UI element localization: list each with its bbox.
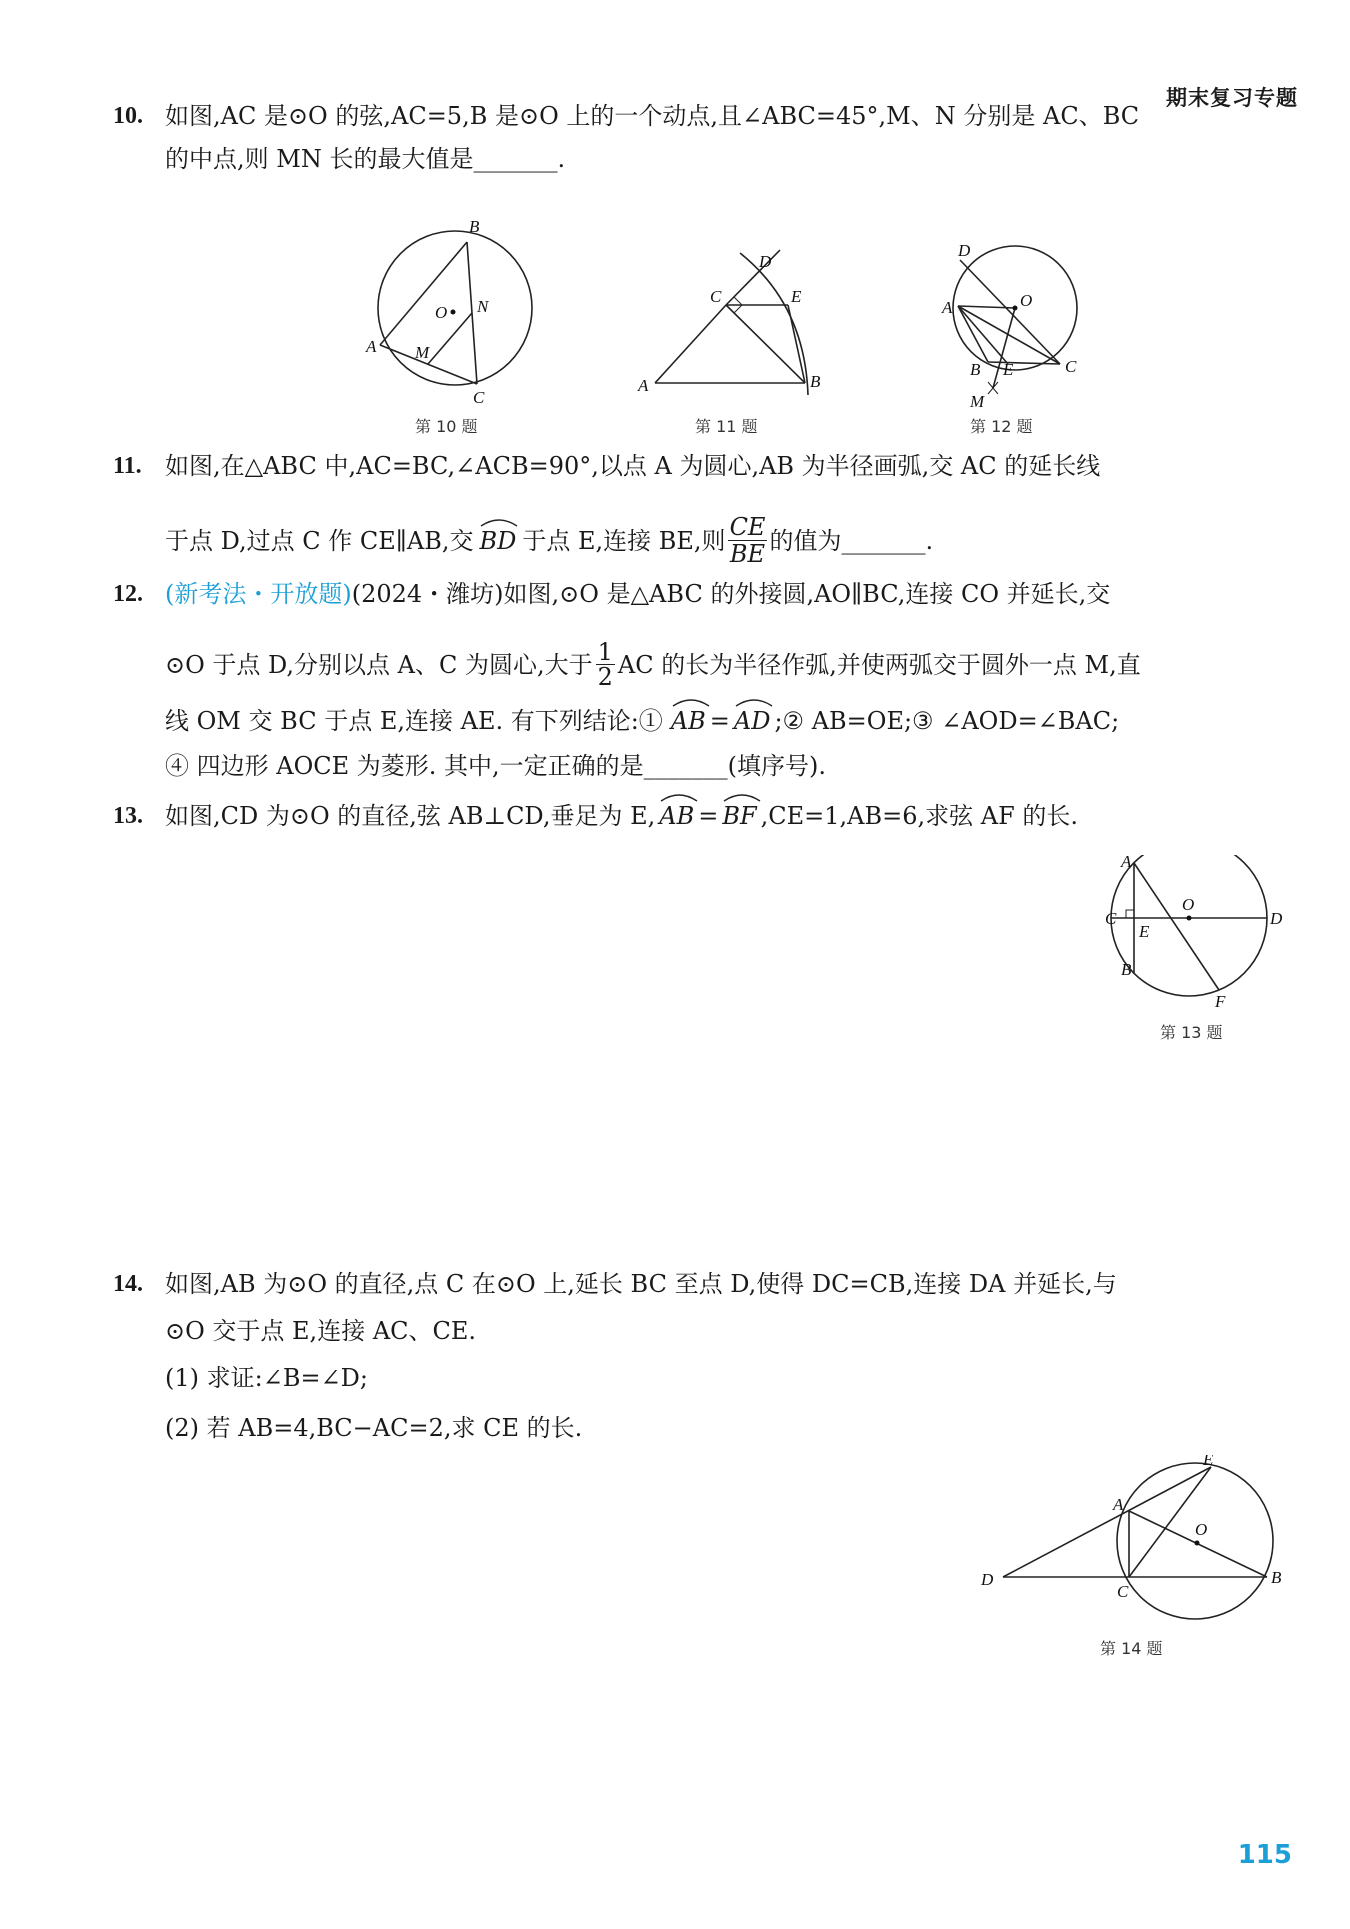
problem-14-part-1: (1) 求证:∠B=∠D;: [165, 1364, 369, 1392]
problem-12-number: 12.: [113, 581, 143, 607]
problem-13-line-1: 如图,CD 为⊙O 的直径,弦 AB⊥CD,垂足为 E, AB = BF ,CE=1,AB=6,求弦 AF 的长.: [165, 800, 1078, 832]
problem-14-part-2: (2) 若 AB=4,BC−AC=2,求 CE 的长.: [165, 1414, 583, 1442]
problem-10-line-1: 如图,AC 是⊙O 的弦,AC=5,B 是⊙O 上的一个动点,且∠ABC=45°,M、N 分别是 AC、BC: [165, 102, 1140, 130]
page-number: 115: [1237, 1840, 1292, 1870]
fig13-label-F: F: [1215, 992, 1226, 1011]
page-header-title: 期末复习专题: [1166, 86, 1298, 110]
problem-10-line-2: 的中点,则 MN 长的最大值是_______.: [165, 145, 566, 173]
problem-13-arc-AB: AB: [659, 800, 694, 832]
problem-11-text-a: 于点 D,过点 C 作 CE∥AB,交: [165, 526, 474, 555]
fig12-label-A: A: [942, 298, 953, 317]
fig14-label-E: E: [1203, 1455, 1214, 1469]
problem-12-line-2: ⊙O 于点 D,分别以点 A、C 为圆心,大于 1 2 AC 的长为半径作弧,并使两弧交于圆外一点 M,直: [165, 638, 1141, 691]
problem-14-number: 14.: [113, 1271, 143, 1297]
figure-14-caption: 第 14 题: [1100, 1639, 1163, 1658]
problem-11-line-2: [165, 514, 933, 567]
fig13-label-O: O: [1182, 895, 1195, 914]
fig10-label-A: A: [366, 337, 377, 356]
figure-11-caption: 第 11 题: [695, 417, 758, 436]
fig12-label-D: D: [958, 241, 971, 260]
figure-10-caption: 第 10 题: [415, 417, 478, 436]
fig11-label-E: E: [791, 287, 802, 306]
fig10-label-C: C: [473, 388, 485, 407]
problem-12-tag: (新考法・开放题): [165, 580, 352, 608]
problem-12-fraction: 1 2: [597, 638, 613, 691]
fig14-label-B: B: [1271, 1568, 1282, 1587]
figure-13-diagram: [1095, 855, 1285, 1015]
figure-13-caption: 第 13 题: [1160, 1023, 1223, 1042]
problem-12-arc-AB: AB: [671, 705, 706, 737]
problem-13-number: 13.: [113, 803, 143, 829]
fig13-label-B: B: [1121, 960, 1132, 979]
problem-12-arc-AD: AD: [734, 705, 771, 737]
problem-11-arc-BD: BD: [479, 525, 516, 557]
fig12-label-O: O: [1020, 291, 1033, 310]
problem-12-line-3: 线 OM 交 BC 于点 E,连接 AE. 有下列结论:① AB = AD ;② AB=OE;③ ∠AOD=∠BAC;: [165, 705, 1119, 737]
figure-11-diagram: [630, 245, 830, 405]
fig12-label-M: M: [970, 392, 985, 411]
fig14-label-A: A: [1113, 1495, 1124, 1514]
problem-14-line-1: 如图,AB 为⊙O 的直径,点 C 在⊙O 上,延长 BC 至点 D,使得 DC=CB,连接 DA 并延长,与: [165, 1270, 1117, 1298]
fig11-label-B: B: [810, 372, 821, 391]
problem-11-text-b: 于点 E,连接 BE,则: [522, 526, 726, 555]
fig10-label-B: B: [469, 220, 480, 236]
problem-11-fraction: CE BE: [729, 513, 766, 568]
problem-14-line-2: ⊙O 交于点 E,连接 AC、CE.: [165, 1317, 477, 1345]
fig10-label-M: M: [415, 343, 430, 362]
fig14-label-O: O: [1195, 1520, 1208, 1539]
figure-12-caption: 第 12 题: [970, 417, 1033, 436]
fig10-label-O: O: [435, 303, 448, 322]
figure-14-diagram: [975, 1455, 1295, 1635]
fig11-label-A: A: [638, 376, 649, 395]
fig12-label-B: B: [970, 360, 981, 379]
fig14-label-D: D: [981, 1570, 994, 1589]
problem-12-line-1: (新考法・开放题)(2024・潍坊)如图,⊙O 是△ABC 的外接圆,AO∥BC,连接 CO 并延长,交: [165, 580, 1111, 608]
fig11-label-D: D: [759, 252, 772, 271]
fig10-label-N: N: [477, 297, 489, 316]
problem-11-text-c: 的值为_______.: [769, 526, 934, 555]
figure-12-diagram: [930, 240, 1100, 415]
fig12-label-C: C: [1065, 357, 1077, 376]
figure-10-diagram: [365, 220, 545, 420]
fig14-label-C: C: [1117, 1582, 1129, 1601]
fig13-label-A: A: [1121, 855, 1132, 871]
fig13-label-C: C: [1105, 909, 1117, 928]
fig13-label-E: E: [1139, 922, 1150, 941]
problem-11-number: 11.: [113, 453, 142, 479]
fig13-label-D: D: [1270, 909, 1283, 928]
fig12-label-E: E: [1003, 360, 1014, 379]
problem-11-line-1: 如图,在△ABC 中,AC=BC,∠ACB=90°,以点 A 为圆心,AB 为半径画弧,交 AC 的延长线: [165, 452, 1101, 480]
problem-12-line-4: ④ 四边形 AOCE 为菱形. 其中,一定正确的是_______(填序号).: [165, 752, 827, 780]
problem-10-number: 10.: [113, 103, 143, 129]
fig11-label-C: C: [710, 287, 722, 306]
problem-13-arc-BF: BF: [722, 800, 756, 832]
